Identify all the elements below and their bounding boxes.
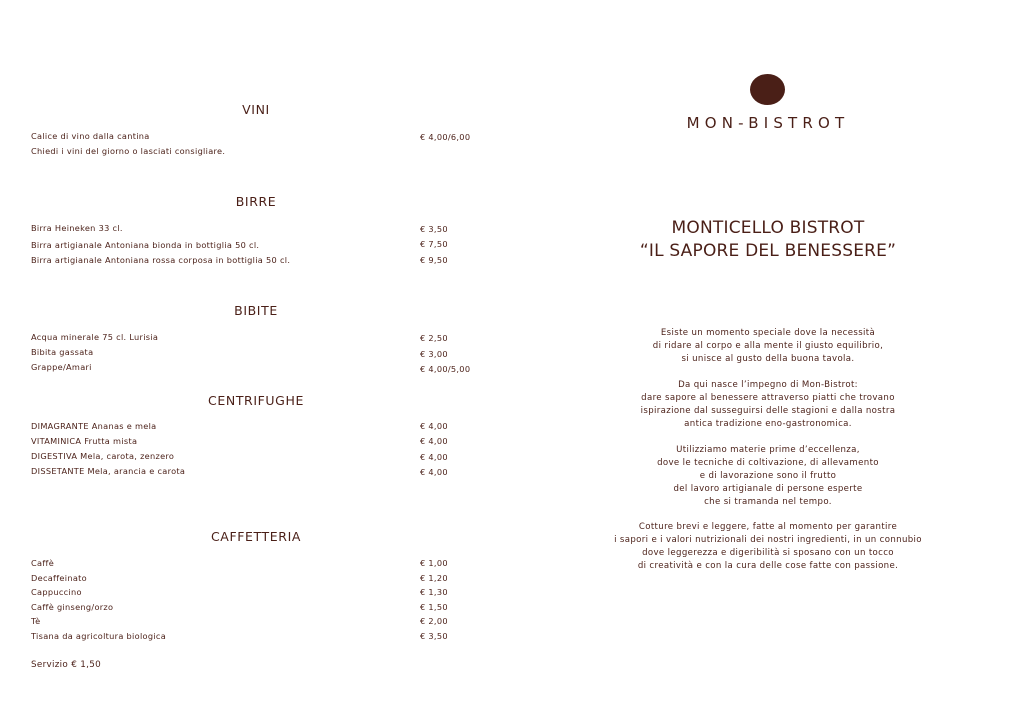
section-title-caffetteria: CAFFETTERIA [210,529,302,544]
menu-item-price: € 1,50 [420,602,448,612]
paragraph-line: di creatività e con la cura delle cose fatte con passione. [637,561,899,571]
logo-text: MON-BISTROT [686,114,850,132]
section-title-centrifughe: CENTRIFUGHE [208,393,304,408]
menu-item-price: € 3,00 [420,349,448,359]
menu-item-name: Caffè ginseng/orzo [31,602,114,612]
section-title-vini: VINI [242,102,270,117]
menu-item-name: Acqua minerale 75 cl. Lurisia [31,332,159,342]
menu-item-name: DISSETANTE Mela, arancia e carota [31,466,186,476]
section-title-birre: BIRRE [235,194,277,209]
menu-item-name: DIGESTIVA Mela, carota, zenzero [31,451,175,461]
paragraph-line: ispirazione dal susseguirsi delle stagioni e dalla nostra [640,406,896,416]
menu-item-price: € 1,30 [420,587,448,597]
paragraph-line: di ridare al corpo e alla mente il giusto equilibrio, [652,341,884,351]
menu-item-name: Birra Heineken 33 cl. [31,223,123,233]
paragraph-line: Utilizziamo materie prime d’eccellenza, [676,445,860,455]
menu-item-price: € 9,50 [420,255,448,265]
paragraph-line: dare sapore al benessere attraverso piatti che trovano [641,393,895,403]
menu-item-name: Birra artigianale Antoniana bionda in bottiglia 50 cl. [31,240,260,250]
menu-item-name: Caffè [31,558,55,568]
menu-item-price: € 1,00 [420,558,448,568]
service-charge: Servizio € 1,50 [31,660,101,670]
paragraph-line: dove le tecniche di coltivazione, di allevamento [657,458,879,468]
paragraph-line: antica tradizione eno-gastronomica. [684,419,852,429]
menu-item-price: € 4,00 [420,467,448,477]
menu-item-price: € 4,00/6,00 [420,132,471,142]
paragraph-line: Da qui nasce l’impegno di Mon-Bistrot: [678,380,858,390]
paragraph-line: dove leggerezza e digeribilità si sposano con un tocco [642,548,894,558]
menu-item-name: Birra artigianale Antoniana rossa corposa in bottiglia 50 cl. [31,255,291,265]
paragraph-line: che si tramanda nel tempo. [704,497,832,507]
paragraph-line: del lavoro artigianale di persone esperte [673,484,863,494]
menu-item-name: Cappuccino [31,587,82,597]
menu-item-name: Tisana da agricoltura biologica [31,631,167,641]
brand-slogan: “IL SAPORE DEL BENESSERE” [639,241,897,261]
paragraph-line: Esiste un momento speciale dove la necessità [660,328,876,338]
section-title-bibite: BIBITE [234,303,278,318]
menu-item-price: € 2,50 [420,333,448,343]
menu-item-price: € 3,50 [420,631,448,641]
brand-title: MONTICELLO BISTROT [671,218,865,238]
menu-item-price: € 1,20 [420,573,448,583]
menu-item-price: € 2,00 [420,616,448,626]
menu-item-price: € 3,50 [420,224,448,234]
menu-item-name: Grappe/Amari [31,362,92,372]
menu-item-price: € 4,00 [420,421,448,431]
paragraph-line: e di lavorazione sono il frutto [699,471,837,481]
menu-item-name: DIMAGRANTE Ananas e mela [31,421,157,431]
menu-item-name: VITAMINICA Frutta mista [31,436,138,446]
paragraph-line: Cotture brevi e leggere, fatte al momento per garantire [638,522,898,532]
menu-item-name: Bibita gassata [31,347,94,357]
menu-item-name: Calice di vino dalla cantina [31,131,150,141]
paragraph-line: i sapori e i valori nutrizionali dei nostri ingredienti, in un connubio [614,535,922,545]
menu-item-name: Chiedi i vini del giorno o lasciati consigliare. [31,146,226,156]
menu-item-price: € 4,00 [420,436,448,446]
paragraph-line: si unisce al gusto della buona tavola. [681,354,855,364]
menu-item-name: Decaffeinato [31,573,87,583]
menu-item-price: € 4,00/5,00 [420,364,471,374]
logo-mark [750,74,785,105]
menu-item-price: € 4,00 [420,452,448,462]
menu-item-name: Tè [31,616,41,626]
menu-item-price: € 7,50 [420,239,448,249]
